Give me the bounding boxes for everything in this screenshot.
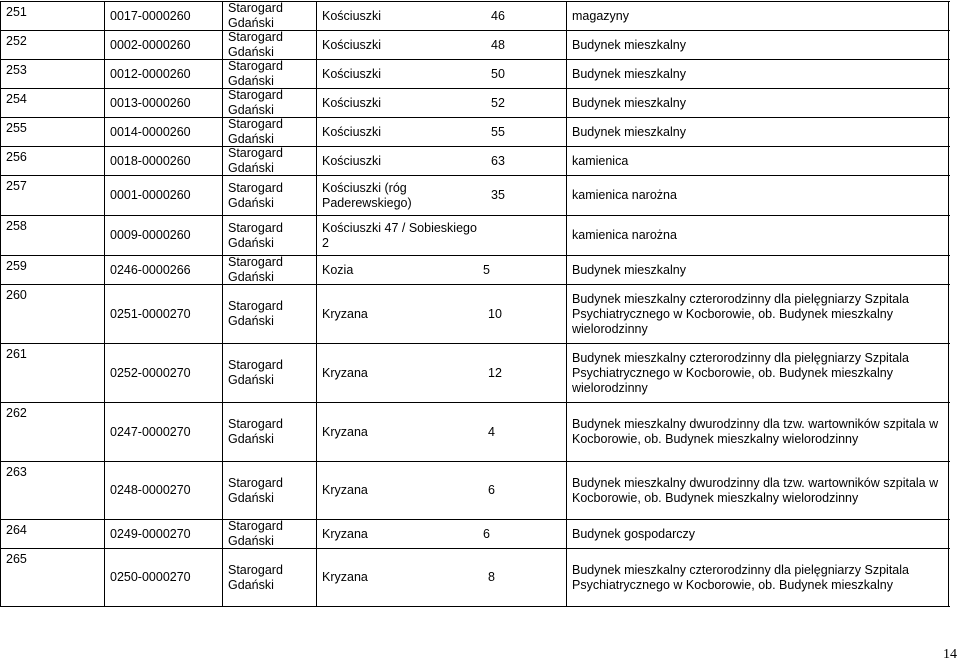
street-name: Kościuszki [322,8,382,23]
house-number: 52 [491,95,505,110]
street-name: Kryzana [322,306,368,321]
house-number: 50 [491,66,505,81]
column-divider [104,60,105,88]
table-border [0,60,1,88]
column-divider [316,344,317,402]
house-number: 46 [491,8,505,23]
table-border [948,176,949,215]
house-number: 48 [491,37,505,52]
column-divider [566,520,567,548]
table-border [0,176,1,215]
table-row [0,30,950,59]
table-border [948,89,949,117]
city-name: Starogard Gdański [228,475,283,505]
column-divider [222,60,223,88]
street-name: Kozia [322,262,354,277]
column-divider [222,176,223,215]
city-name: Starogard Gdański [228,180,283,210]
register-id: 0247-0000270 [110,424,191,439]
street-name: Kościuszki [322,124,382,139]
table-border [0,344,1,402]
table-row [0,343,950,402]
column-divider [316,89,317,117]
column-divider [222,2,223,30]
column-divider [104,89,105,117]
table-row [0,1,950,30]
page-number: 14 [943,647,957,662]
table-border [948,256,949,284]
register-id: 0251-0000270 [110,306,191,321]
building-description: Budynek mieszkalny [572,124,686,139]
register-id: 0250-0000270 [110,570,191,584]
building-description: Budynek mieszkalny [572,95,686,110]
column-divider [104,147,105,175]
table-border [0,462,1,519]
table-border [0,118,1,146]
column-divider [316,2,317,30]
column-divider [566,31,567,59]
row-number: 260 [6,288,27,302]
row-number: 258 [6,219,27,233]
row-number: 254 [6,92,27,106]
column-divider [104,176,105,215]
column-divider [316,31,317,59]
city-name: Starogard Gdański [228,519,283,548]
column-divider [222,216,223,255]
register-id: 0013-0000260 [110,95,191,110]
register-id: 0002-0000260 [110,37,191,52]
street-name: Kościuszki [322,66,382,81]
row-number: 252 [6,34,27,48]
register-id: 0009-0000260 [110,228,191,242]
column-divider [316,118,317,146]
column-divider [566,462,567,519]
column-divider [104,403,105,461]
register-id: 0014-0000260 [110,124,191,139]
table-border [0,256,1,284]
building-description: Budynek mieszkalny [572,37,686,52]
building-description: Budynek mieszkalny dwurodzinny dla tzw. wartowników szpitala w Kocborowie, ob. Budynek mieszkalny wielorodzinny [572,475,939,505]
city-name: Starogard Gdański [228,59,283,88]
building-description: Budynek mieszkalny [572,262,686,277]
column-divider [222,147,223,175]
table-border [948,285,949,343]
column-divider [566,118,567,146]
row-number: 251 [6,5,27,19]
register-id: 0018-0000260 [110,153,191,168]
city-name: Starogard Gdański [228,220,283,250]
register-id: 0252-0000270 [110,365,191,380]
house-number: 10 [488,306,502,321]
column-divider [566,216,567,255]
column-divider [222,403,223,461]
column-divider [316,60,317,88]
city-name: Starogard Gdański [228,417,283,446]
column-divider [222,285,223,343]
row-number: 264 [6,523,27,537]
row-number: 261 [6,347,27,361]
building-description: kamienica narożna [572,188,677,202]
table-border [0,403,1,461]
table-border [0,89,1,117]
table-border [948,549,949,606]
city-name: Starogard Gdański [228,146,283,175]
column-divider [222,31,223,59]
table-border [0,285,1,343]
column-divider [566,2,567,30]
column-divider [104,549,105,606]
column-divider [222,344,223,402]
city-name: Starogard Gdański [228,358,283,387]
street-name: Kryzana [322,365,368,380]
building-description: magazyny [572,8,629,23]
street-name: Kościuszki [322,37,382,52]
column-divider [104,118,105,146]
table-border [948,31,949,59]
column-divider [104,256,105,284]
column-divider [104,344,105,402]
table-border [948,344,949,402]
house-number: 55 [491,124,505,139]
house-number: 6 [483,526,490,541]
column-divider [566,256,567,284]
column-divider [222,118,223,146]
row-number: 262 [6,406,27,420]
table-row [0,284,950,343]
register-id: 0248-0000270 [110,483,191,497]
column-divider [316,549,317,606]
street-name: Kryzana [322,570,368,584]
column-divider [566,60,567,88]
register-id: 0012-0000260 [110,66,191,81]
column-divider [566,285,567,343]
column-divider [566,403,567,461]
register-id: 0017-0000260 [110,8,191,23]
street-name: Kościuszki [322,153,382,168]
table-border [948,60,949,88]
table-border [0,2,1,30]
city-name: Starogard Gdański [228,1,283,30]
house-number: 12 [488,365,502,380]
street-name: Kryzana [322,526,368,541]
table-border [0,520,1,548]
column-divider [104,462,105,519]
building-description: Budynek mieszkalny [572,66,686,81]
table-border [948,403,949,461]
column-divider [222,89,223,117]
column-divider [316,176,317,215]
street-name: Kryzana [322,424,368,439]
table-border [948,118,949,146]
city-name: Starogard Gdański [228,117,283,146]
column-divider [566,89,567,117]
row-number: 256 [6,150,27,164]
column-divider [104,31,105,59]
table-border [948,462,949,519]
table-row [0,519,950,548]
table-border [0,216,1,255]
building-description: Budynek mieszkalny czterorodzinny dla pielęgniarzy Szpitala Psychiatrycznego w Kocborowie, ob. Budynek mieszkalny [572,562,909,592]
column-divider [104,216,105,255]
table-row [0,59,950,88]
house-number: 35 [491,188,505,202]
street-name: Kryzana [322,483,368,497]
table-row [0,461,950,519]
house-number: 6 [488,483,495,497]
house-number: 8 [488,570,495,584]
column-divider [566,147,567,175]
column-divider [566,176,567,215]
column-divider [316,403,317,461]
street-name: Kościuszki (róg Paderewskiego) [322,180,412,210]
city-name: Starogard Gdański [228,88,283,117]
row-number: 253 [6,63,27,77]
row-number: 265 [6,552,27,566]
row-number: 255 [6,121,27,135]
building-description: Budynek mieszkalny czterorodzinny dla pielęgniarzy Szpitala Psychiatrycznego w Kocborowie, ob. Budynek mieszkalny wielorodzinny [572,291,909,336]
column-divider [222,549,223,606]
table-border [948,520,949,548]
column-divider [316,147,317,175]
table-border [948,147,949,175]
register-id: 0246-0000266 [110,262,191,277]
table-row [0,88,950,117]
building-description: kamienica narożna [572,228,677,242]
table-row [0,255,950,284]
table-row [0,146,950,175]
column-divider [104,520,105,548]
column-divider [316,462,317,519]
table-border [0,549,1,606]
table-border [948,2,949,30]
house-number: 5 [483,262,490,277]
building-description: Budynek mieszkalny dwurodzinny dla tzw. wartowników szpitala w Kocborowie, ob. Budynek mieszkalny wielorodzinny [572,417,939,446]
register-id: 0001-0000260 [110,188,191,202]
column-divider [222,256,223,284]
city-name: Starogard Gdański [228,30,283,59]
house-number: 63 [491,153,505,168]
column-divider [222,462,223,519]
street-name: Kościuszki [322,95,382,110]
column-divider [566,344,567,402]
column-divider [566,549,567,606]
building-description: Budynek mieszkalny czterorodzinny dla pielęgniarzy Szpitala Psychiatrycznego w Kocborowie, ob. Budynek mieszkalny wielorodzinny [572,350,909,395]
building-description: kamienica [572,153,629,168]
building-description: Budynek gospodarczy [572,526,695,541]
table-row [0,548,950,607]
city-name: Starogard Gdański [228,562,283,592]
table-border [0,147,1,175]
house-number: 4 [488,424,495,439]
column-divider [222,520,223,548]
table-row [0,215,950,255]
row-number: 257 [6,179,27,193]
table-row [0,175,950,215]
table-border [948,216,949,255]
column-divider [316,520,317,548]
city-name: Starogard Gdański [228,255,283,284]
column-divider [104,2,105,30]
column-divider [316,256,317,284]
table-row [0,117,950,146]
table-border [0,31,1,59]
street-name: Kościuszki 47 / Sobieskiego 2 [322,220,477,250]
register-id: 0249-0000270 [110,526,191,541]
column-divider [104,285,105,343]
row-number: 263 [6,465,27,479]
column-divider [316,285,317,343]
table-row [0,402,950,461]
city-name: Starogard Gdański [228,299,283,328]
row-number: 259 [6,259,27,273]
column-divider [316,216,317,255]
